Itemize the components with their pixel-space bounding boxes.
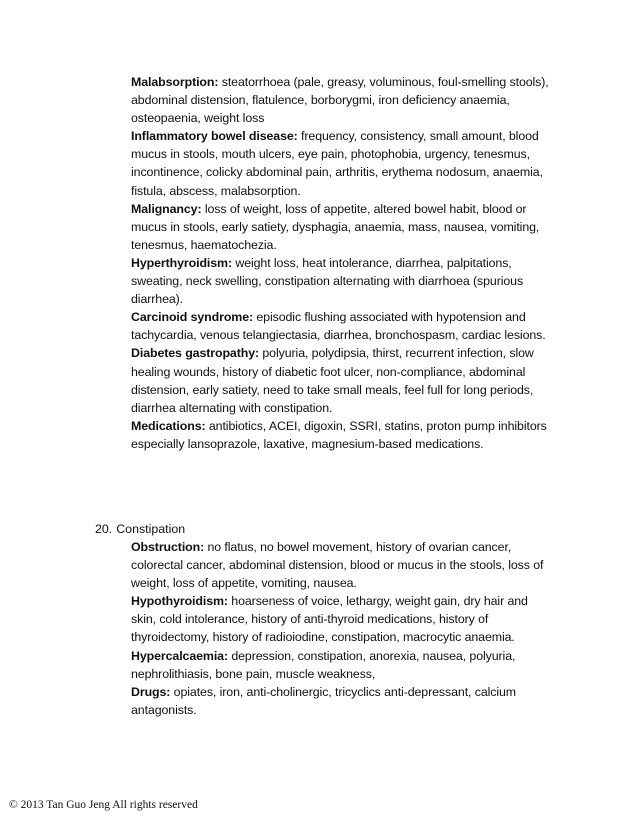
section-title: Constipation [116,522,186,536]
entry-text: hoarseness of voice, lethargy, weight gain, dry hair and skin, cold intolerance, history of anti-thyroid medications, history of thyroidectomy, history of radioiodine, constipation, macrocytic anaemia. [131,594,528,645]
entry-malignancy [131,200,551,254]
entry-carcinoid-syndrome [131,308,551,344]
entry-text: no flatus, no bowel movement, history of ovarian cancer, colorectal cancer, abdominal distension, blood or mucus in the stools, loss of weight, loss of appetite, vomiting, nausea. [131,540,544,591]
constipation-causes-list [131,538,551,719]
symptoms-continued-list [131,73,551,453]
entry-hypercalcaemia [131,647,551,683]
section-heading-constipation [95,520,185,538]
entry-term: Carcinoid syndrome: [131,310,254,325]
entry-obstruction [131,538,551,592]
entry-term: Hypercalcaemia: [131,648,228,663]
entry-term: Drugs: [131,684,171,699]
entry-term: Inflammatory bowel disease: [131,129,298,144]
entry-hypothyroidism [131,592,551,646]
entry-text: opiates, iron, anti-cholinergic, tricyclics anti-depressant, calcium antagonists. [131,684,517,717]
entry-term: Obstruction: [131,540,205,554]
entry-text: episodic flushing associated with hypotension and tachycardia, venous telangiectasia, diarrhea, bronchospasm, cardiac lesions. [131,310,546,343]
entry-term: Malabsorption: [131,75,219,89]
entry-malabsorption [131,73,551,127]
entry-text: steatorrhoea (pale, greasy, voluminous, foul-smelling stools), abdominal distension, flatulence, borborygmi, iron deficiency anaemia, osteopaenia, weight loss [131,75,549,126]
entry-hyperthyroidism [131,254,551,308]
entry-term: Medications: [131,418,206,433]
entry-text: depression, constipation, anorexia, nausea, polyuria, nephrolithiasis, bone pain, muscle weakness, [131,648,516,681]
entry-inflammatory-bowel-disease [131,127,551,199]
entry-term: Hyperthyroidism: [131,255,232,270]
entry-diabetes-gastropathy [131,344,551,416]
entry-term: Malignancy: [131,201,202,216]
entry-term: Hypothyroidism: [131,594,228,609]
copyright-footer: © 2013 Tan Guo Jeng All rights reserved [9,799,198,811]
entry-text: weight loss, heat intolerance, diarrhea, palpitations, sweating, neck swelling, constipation alternating with diarrhoea (spurious diarrhea). [131,255,524,307]
entry-medications [131,417,551,453]
section-number: 20. [95,522,113,536]
entry-text: loss of weight, loss of appetite, altered bowel habit, blood or mucus in stools, early satiety, dysphagia, anaemia, mass, nausea, vomiting, tenesmus, haematochezia. [131,201,540,252]
entry-text: antibiotics, ACEI, digoxin, SSRI, statins, proton pump inhibitors especially lansoprazole, laxative, magnesium-based medications. [131,418,547,451]
entry-term: Diabetes gastropathy: [131,346,260,361]
entry-text: polyuria, polydipsia, thirst, recurrent infection, slow healing wounds, history of diabetic foot ulcer, non-compliance, abdominal distension, early satiety, need to take small meals, feel full for long periods, diarrhea alternating with constipation. [131,346,534,415]
entry-drugs [131,683,551,719]
entry-text: frequency, consistency, small amount, blood mucus in stools, mouth ulcers, eye pain, photophobia, urgency, tenesmus, incontinence, colicky abdominal pain, arthritis, erythema nodosum, anaemia, fistula, abscess, malabsorption. [131,129,543,198]
